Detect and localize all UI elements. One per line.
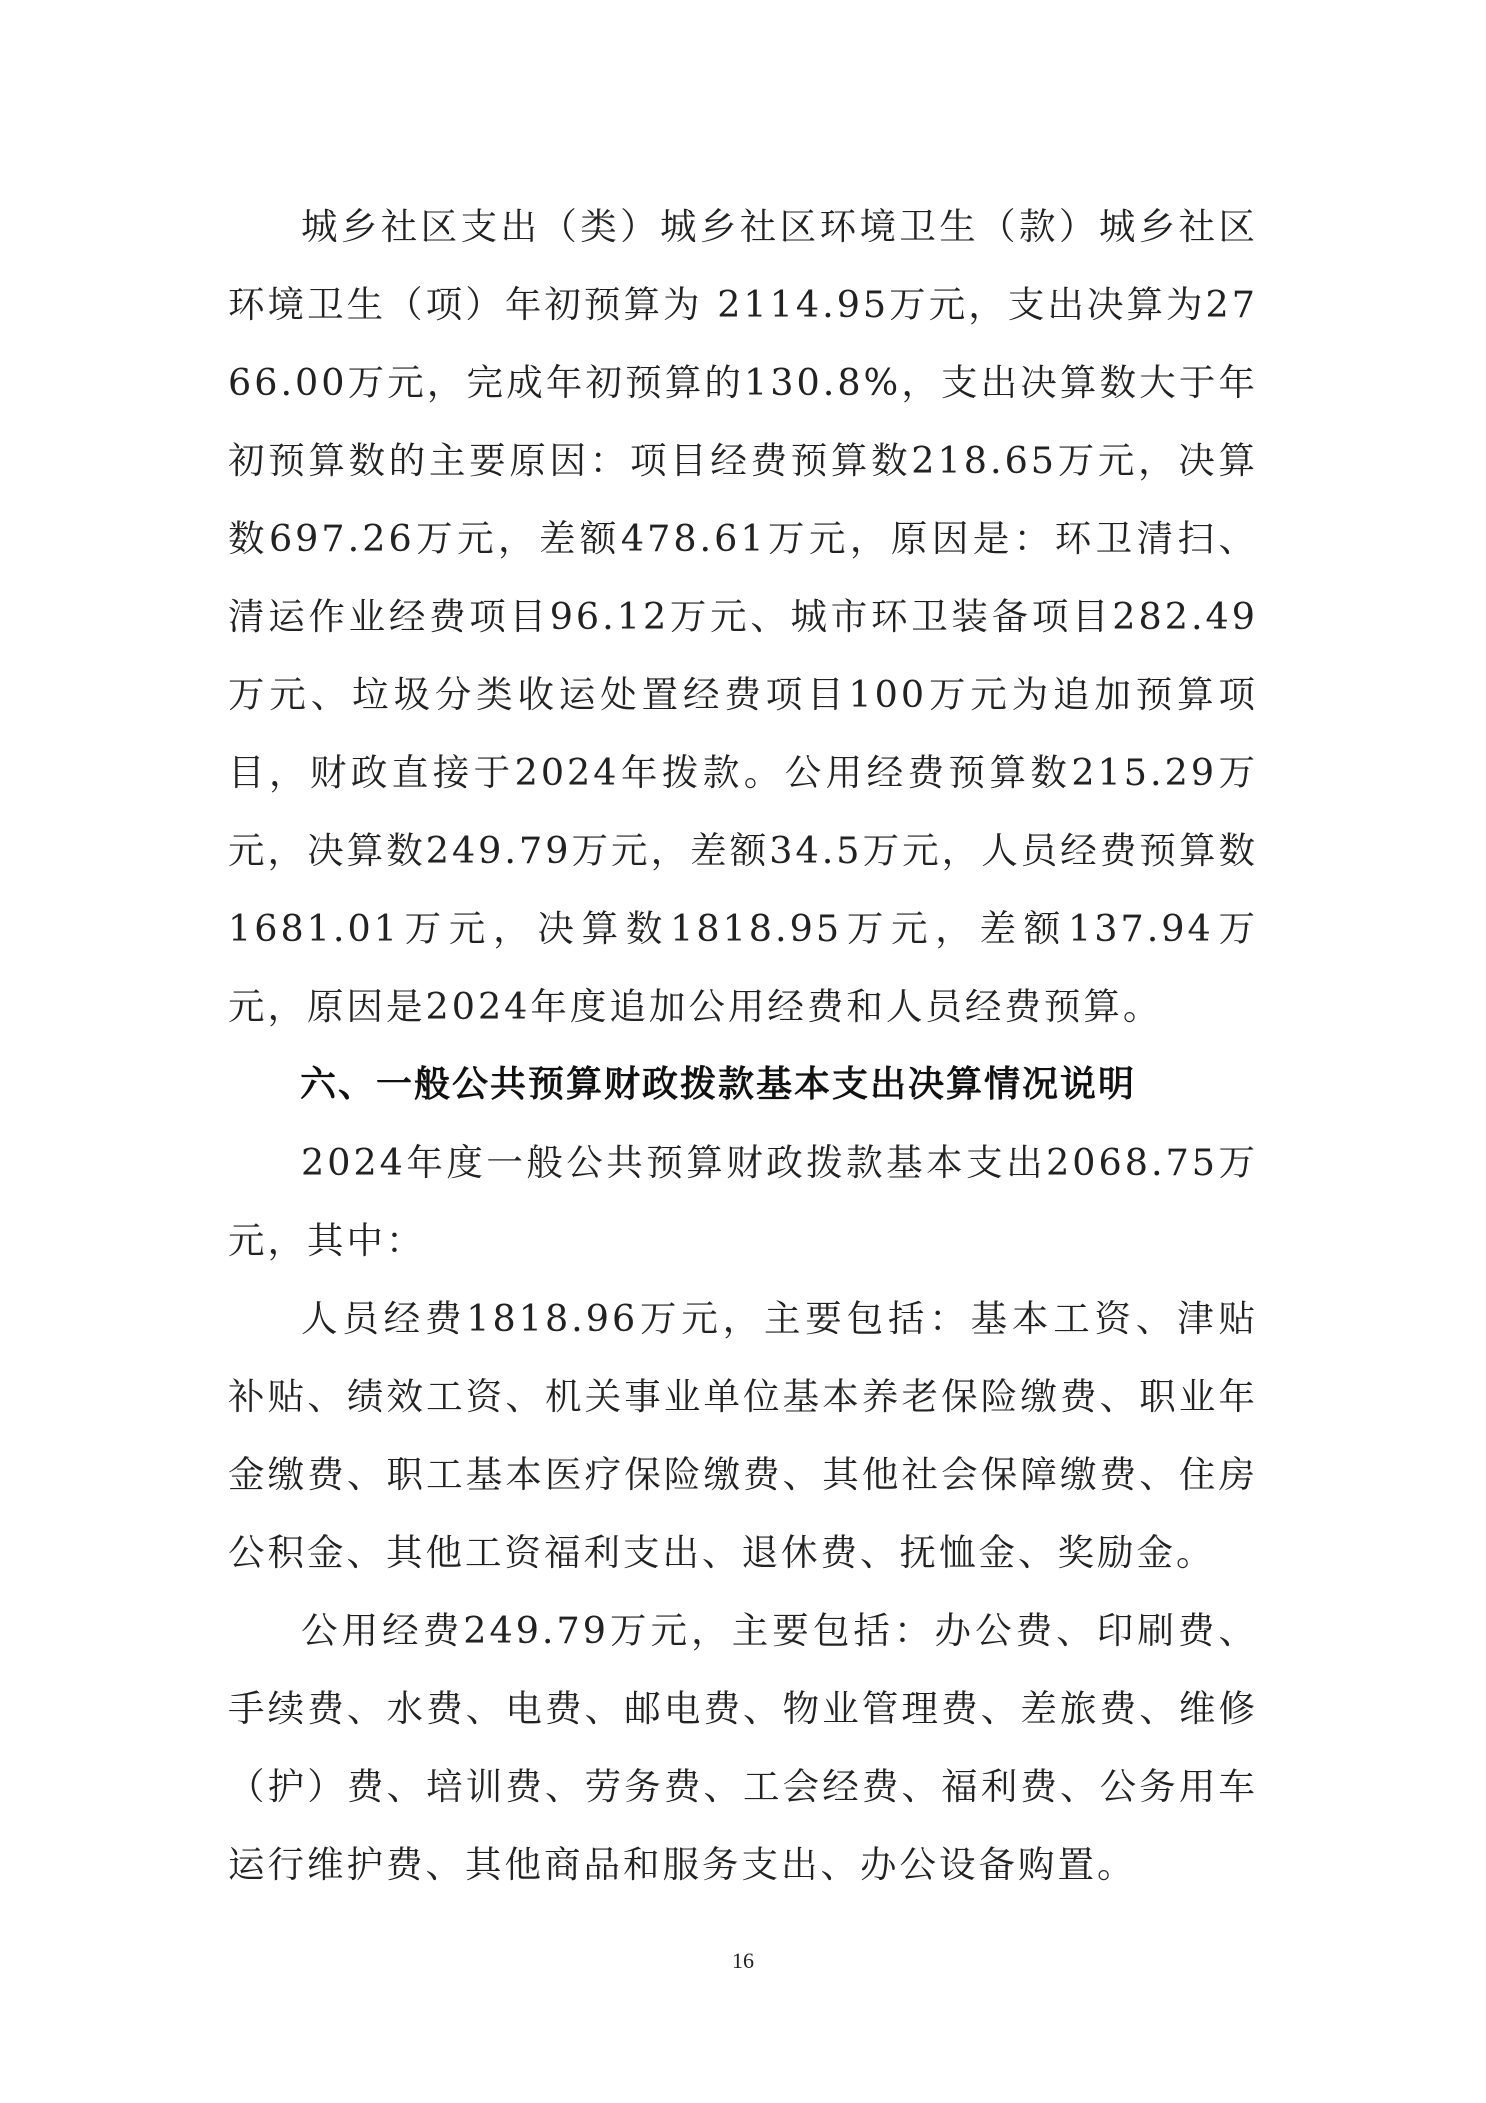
paragraph-basic-expenditure-total: 2024年度一般公共预算财政拨款基本支出2068.75万元，其中： — [228, 1141, 1258, 1262]
document-body — [228, 188, 1258, 1904]
paragraph-public-expenses: 公用经费249.79万元，主要包括：办公费、印刷费、手续费、水费、电费、邮电费、物业管理费、差旅费、维修（护）费、培训费、劳务费、工会经费、福利费、公务用车运行维护费、其他商品和服务支出、办公设备购置。 — [228, 1609, 1258, 1886]
section-heading: 六、一般公共预算财政拨款基本支出决算情况说明 — [300, 1064, 1137, 1105]
paragraph-personnel-expenses: 人员经费1818.96万元，主要包括：基本工资、津贴补贴、绩效工资、机关事业单位基本养老保险缴费、职业年金缴费、职工基本医疗保险缴费、其他社会保障缴费、住房公积金、其他工资福利支出、退休费、抚恤金、奖励金。 — [228, 1297, 1258, 1574]
paragraph-urban-rural-sanitation: 城乡社区支出（类）城乡社区环境卫生（款）城乡社区环境卫生（项）年初预算为 2114.95万元，支出决算为2766.00万元，完成年初预算的130.8%，支出决算数大于年初预算数的主要原因：项目经费预算数218.65万元，决算数697.26万元，差额478.61万元，原因是：环卫清扫、清运作业经费项目96.12万元、城市环卫装备项目282.49万元、垃圾分类收运处置经费项目100万元为追加预算项目，财政直接于2024年拨款。公用经费预算数215.29万元，决算数249.79万元，差额34.5万元，人员经费预算数1681.01万元，决算数1818.95万元，差额137.94万元，原因是2024年度追加公用经费和人员经费预算。 — [228, 205, 1258, 1028]
page-number: 16 — [732, 1948, 754, 1973]
